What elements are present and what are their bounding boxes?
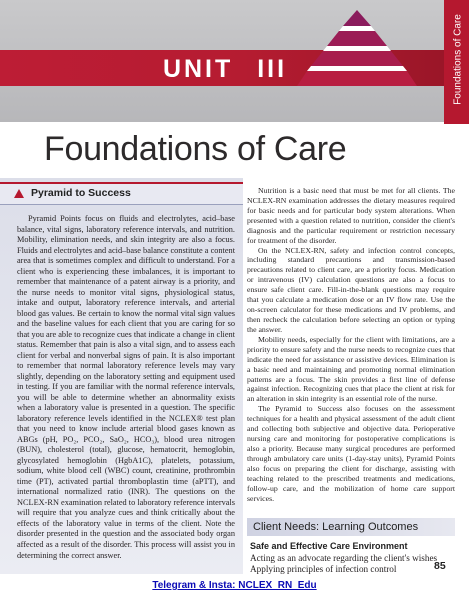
assessment-paragraph: The Pyramid to Success also focuses on the assessment techniques for a health and physical assessment of the adult client and collecting both subjective and objective data. Perioperative nursing care and monitoring for postoperative complications is also a priority. Because many surgical procedures are performed through ambulatory care units (1-day-stay units), Pyramid Points also focus on preparing the client for discharge, assisting with teaching related to the prescribed treatments and medications, follow-up care, and the mobilization of home care support services. <box>247 404 455 503</box>
pyramid-tier-3 <box>311 51 403 66</box>
mobility-paragraph: Mobility needs, especially for the client with limitations, are a priority to ensure safety and the nurse needs to recognize cues that indicate the need for assistance or assistive devices. Elimination is a basic need and maintaining and promoting normal elimination patterns are a focus. The skin provides a first line of defense against infection. Recognizing cues that place the client at risk for an alteration in skin integrity is an essential role of the nurse. <box>247 334 455 404</box>
client-needs-item: Acting as an advocate regarding the client's wishes <box>250 553 438 563</box>
page-number: 85 <box>434 560 446 572</box>
unit-title: UNIT III <box>162 55 288 83</box>
pyramid-tier-top <box>343 10 371 26</box>
nutrition-paragraph: Nutrition is a basic need that must be met for all clients. The NCLEX-RN examination addresses the dietary measures required for basic needs and for particular body system alterations. When presented with a question related to nutrition, consider the client's diagnosis and the particular requirement or restriction necessary for treatment of the disorder. <box>247 186 455 245</box>
pyramid-gap-2 <box>323 46 391 51</box>
pyramid-gap-3 <box>307 66 407 71</box>
pyramid-tier-4 <box>297 71 417 86</box>
safety-paragraph: On the NCLEX-RN, safety and infection control concepts, including standard precautions and transmission-based precautions related to client care, are a priority focus. Medication or intravenous (IV) calculation questions are also a focus to ensure safe client care. Fill-in-the-blank questions may require that you calculate a medication dose or an IV flow rate. Use the on-screen calculator for these medications and IV problems, and then recheck the calculation before selecting an option or typing the answer. <box>247 245 455 334</box>
client-needs-item: Applying principles of infection control <box>250 564 397 574</box>
client-needs-subheading: Safe and Effective Care Environment <box>250 541 408 551</box>
pyramid-gap-1 <box>339 26 375 31</box>
side-tab <box>444 0 469 124</box>
triangle-icon <box>14 189 24 198</box>
pyramid-paragraph: Pyramid Points focus on fluids and electrolytes, acid–base balance, vital signs, laboratory reference intervals, and nutrition. Mobility, elimination needs, and skin integrity are also a focus. Fluids and electrolytes and acid–base balance constitute a content area that is sometimes complex and difficult to understand. For a client who is experiencing these imbalances, it is important to remember that maintenance of a patent airway is a priority, and the nurse needs to monitor vital signs, physiological status, intake and output, laboratory reference intervals, and arterial blood gas values. Be certain to know the normal vital sign values and the baseline values for each client that you are caring for so that you are able to recognize cues that indicate a change in client status. Remember that pain is also a vital sign, and to assess each client for verbal and nonverbal signs of pain. It is also important to remember that normal laboratory reference levels may vary slightly, depending on the laboratory setting and equipment used in testing. If you are familiar with the normal reference intervals, you will be able to determine whether an abnormality exists when a laboratory value is presented in a question. The specific laboratory reference levels identified in the NCLEX® test plan that you need to know include arterial blood gases known as ABGs (pH, PO₂, PCO₂, SaO₂, HCO₃), blood urea nitrogen (BUN), cholesterol (total), glucose, hematocrit, hemoglobin, glycosylated hemoglobin (HgbA1C), platelets, potassium, sodium, white blood cell (WBC) count, creatinine, prothrombin time (PT), activated partial thromboplastin time (aPTT), and international normalized ratio (INR). The questions on the NCLEX-RN examination related to laboratory reference intervals will require that you analyze cues and think critically about the effects of the laboratory value in terms of the client. Note the disorder presented in the question and the associated body organ affected as a result of the disorder. This process will assist you in determining the correct answer. <box>17 214 235 560</box>
client-needs-header <box>247 518 455 536</box>
pyramid-to-success-body <box>17 214 235 561</box>
pyramid-to-success-header <box>0 182 243 205</box>
footer-link[interactable]: Telegram & Insta: NCLEX_RN_Edu <box>152 580 317 591</box>
client-needs-heading: Client Needs: Learning Outcomes <box>253 521 419 533</box>
pyramid-to-success-heading: Pyramid to Success <box>31 187 131 199</box>
pyramid-tier-2 <box>327 31 387 46</box>
pyramid-logo-icon <box>297 10 417 116</box>
right-column <box>247 186 455 504</box>
side-tab-label: Foundations of Care <box>452 14 464 105</box>
page-title: Foundations of Care <box>44 130 347 168</box>
